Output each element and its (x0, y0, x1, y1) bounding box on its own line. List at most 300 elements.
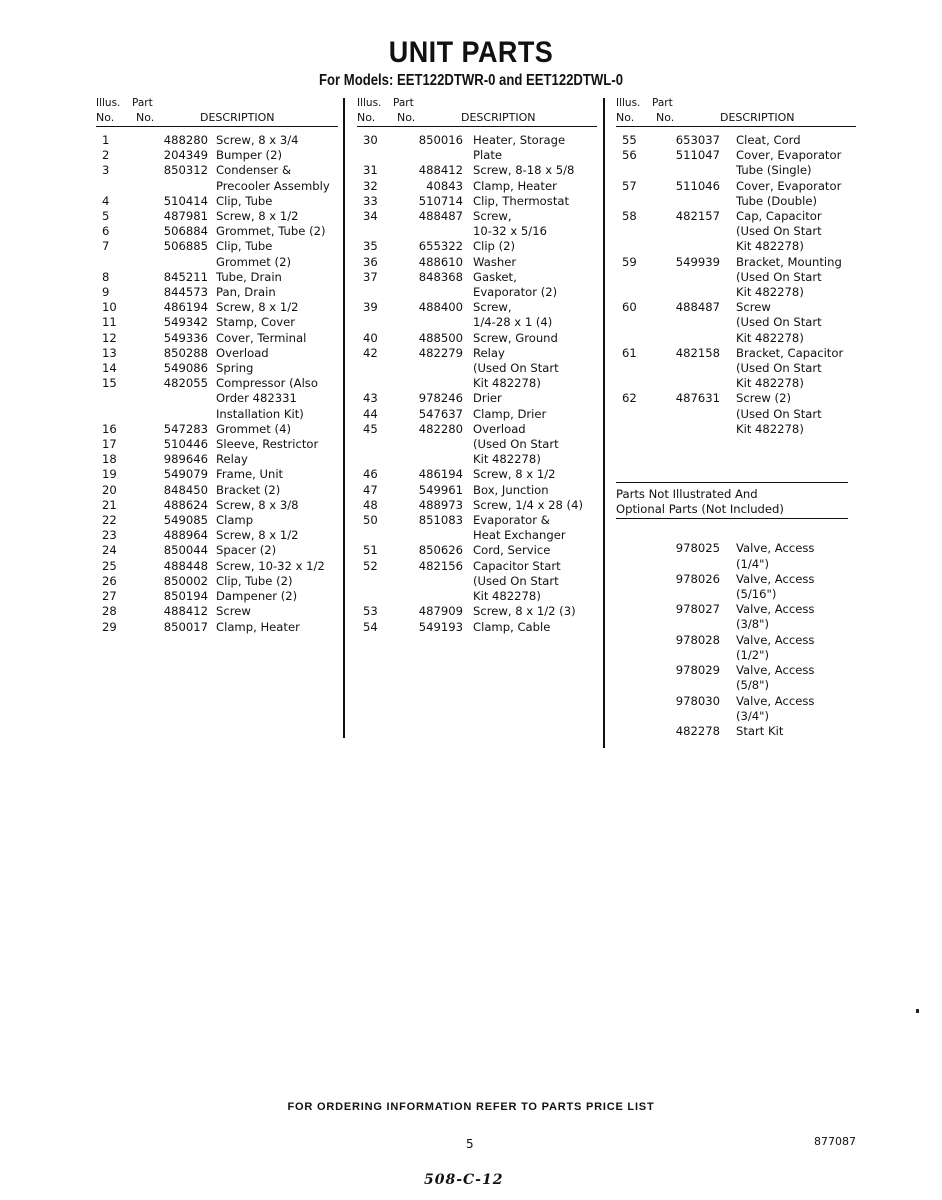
part-number: 510414 (163, 193, 208, 208)
description-line: (Used On Start (736, 361, 822, 376)
illus-number: 45 (363, 421, 378, 436)
part-description (216, 361, 338, 376)
part-number: 850002 (163, 573, 208, 588)
illus-number: 44 (363, 406, 378, 421)
description-line: Screw, 8 x 1/2 (216, 300, 299, 315)
handwritten-note: 508-C-12 (424, 1172, 504, 1188)
illus-number: 21 (102, 497, 117, 512)
part-description (216, 239, 338, 269)
part-number: 850017 (163, 619, 208, 634)
illus-number: 53 (363, 604, 378, 619)
part-description (216, 346, 338, 361)
part-number: 482279 (418, 345, 463, 360)
not-illustrated-heading-2: Optional Parts (Not Included) (616, 502, 848, 519)
part-number: 488400 (418, 300, 463, 315)
column-divider-right (603, 98, 605, 748)
part-description (216, 133, 338, 148)
description-line: 10-32 x 5/16 (473, 224, 547, 239)
part-number: 482278 (675, 723, 720, 738)
part-description (473, 391, 597, 406)
parts-row (357, 620, 597, 635)
not-illustrated-heading: Parts Not Illustrated And (616, 487, 758, 502)
part-description (216, 528, 338, 543)
illus-number: 26 (102, 573, 117, 588)
ordering-note: FOR ORDERING INFORMATION REFER TO PARTS PRICE LIST (287, 1101, 655, 1113)
part-number: 845211 (163, 269, 208, 284)
header-part-label: Part (132, 97, 153, 109)
parts-row (357, 300, 597, 330)
illus-number: 27 (102, 589, 117, 604)
header-part-no: No. (656, 111, 675, 124)
illus-number: 10 (102, 300, 117, 315)
parts-row (96, 574, 338, 589)
parts-row (616, 724, 848, 739)
part-description (216, 559, 338, 574)
part-description (736, 541, 848, 571)
illus-number: 43 (363, 391, 378, 406)
part-number: 978027 (675, 602, 720, 617)
description-line: Cover, Evaporator (736, 148, 842, 163)
illus-number: 2 (102, 148, 110, 163)
part-description (216, 148, 338, 163)
part-description (736, 255, 856, 301)
parts-row (96, 467, 338, 482)
illus-number: 48 (363, 497, 378, 512)
illus-number: 61 (622, 345, 637, 360)
parts-row (616, 572, 848, 602)
part-description (473, 559, 597, 605)
part-number: 482157 (675, 209, 720, 224)
illus-number: 14 (102, 361, 117, 376)
header-illus-no: No. (616, 111, 635, 124)
illus-number: 8 (102, 269, 110, 284)
parts-row (96, 133, 338, 148)
part-description (736, 346, 856, 392)
description-line: Clamp, Drier (473, 406, 547, 421)
parts-row (96, 331, 338, 346)
illus-number: 60 (622, 300, 637, 315)
not-illustrated-section (616, 482, 848, 739)
header-part-label: Part (652, 97, 673, 109)
part-description (216, 285, 338, 300)
part-number: 482280 (418, 421, 463, 436)
parts-row (357, 179, 597, 194)
illus-number: 58 (622, 209, 637, 224)
part-number: 978030 (675, 693, 720, 708)
part-number: 850194 (163, 589, 208, 604)
column-divider-left (343, 98, 345, 738)
illus-number: 40 (363, 330, 378, 345)
part-description (216, 163, 338, 193)
description-line: (Used On Start (473, 573, 559, 588)
part-description (473, 239, 597, 254)
part-description (736, 179, 856, 209)
part-number: 482156 (418, 558, 463, 573)
parts-row (616, 391, 856, 437)
parts-column-3 (616, 96, 856, 739)
description-line: Clip, Tube (2) (216, 573, 293, 588)
parts-row (96, 513, 338, 528)
part-number: 978025 (675, 541, 720, 556)
part-number: 978026 (675, 571, 720, 586)
parts-row (96, 604, 338, 619)
part-number: 486194 (163, 300, 208, 315)
parts-row (357, 239, 597, 254)
part-number: 850044 (163, 543, 208, 558)
header-illus-label: Illus. (357, 97, 382, 109)
part-number: 488964 (163, 528, 208, 543)
part-description (473, 346, 597, 392)
part-number: 851083 (418, 513, 463, 528)
illus-number: 3 (102, 163, 110, 178)
illus-number: 62 (622, 391, 637, 406)
illus-number: 19 (102, 467, 117, 482)
column-header (357, 96, 597, 127)
parts-row (96, 543, 338, 558)
part-number: 653037 (675, 133, 720, 147)
description-line: Clamp, Cable (473, 619, 551, 634)
description-line: Evaporator (2) (473, 285, 558, 300)
description-line: (Used On Start (736, 315, 822, 330)
parts-row (616, 255, 856, 301)
part-number: 978246 (418, 391, 463, 406)
parts-row (96, 452, 338, 467)
description-line: Screw, 8-18 x 5/8 (473, 163, 575, 178)
description-line: Kit 482278) (736, 421, 804, 436)
illus-number: 31 (363, 163, 378, 178)
description-line: (Used On Start (473, 361, 559, 376)
part-number: 549085 (163, 513, 208, 528)
part-number: 488487 (418, 209, 463, 224)
part-description (473, 422, 597, 468)
models-subtitle: For Models: EET122DTWR-0 and EET122DTWL-0 (319, 72, 623, 89)
description-line: Clip (2) (473, 239, 516, 254)
parts-row (616, 179, 856, 209)
part-description (473, 604, 597, 619)
part-description (736, 724, 848, 739)
parts-row (96, 559, 338, 574)
parts-row (357, 255, 597, 270)
parts-row (616, 602, 848, 632)
part-number: 549939 (675, 254, 720, 269)
description-line: Order 482331 (216, 391, 297, 406)
description-line: Spacer (2) (216, 543, 277, 558)
part-number: 549342 (163, 315, 208, 330)
description-line: Screw, 8 x 1/2 (473, 467, 556, 482)
description-line: (3/4") (736, 708, 770, 723)
column-header (96, 96, 338, 127)
description-line: (1/4") (736, 556, 770, 571)
part-description (736, 148, 856, 178)
illus-number: 47 (363, 482, 378, 497)
description-line: Valve, Access (736, 663, 815, 678)
parts-row (357, 559, 597, 605)
description-line: Bracket (2) (216, 482, 281, 497)
parts-row (96, 620, 338, 635)
part-number: 850016 (418, 133, 463, 147)
description-line: Screw (736, 300, 771, 315)
description-line: Screw (216, 604, 251, 619)
parts-row (357, 498, 597, 513)
parts-row (616, 541, 848, 571)
description-line: Valve, Access (736, 602, 815, 617)
description-line: Gasket, (473, 269, 517, 284)
part-description (216, 543, 338, 558)
page-title: UNIT PARTS (388, 36, 554, 69)
illus-number: 12 (102, 330, 117, 345)
part-description (216, 331, 338, 346)
part-description (736, 694, 848, 724)
description-line: Condenser & (216, 163, 292, 178)
part-description (216, 483, 338, 498)
part-description (216, 604, 338, 619)
illus-number: 32 (363, 178, 378, 193)
description-line: Screw, Ground (473, 330, 558, 345)
parts-row (357, 331, 597, 346)
header-illus-no: No. (96, 111, 115, 124)
part-number: 482055 (163, 376, 208, 391)
part-number: 655322 (418, 239, 463, 254)
description-line: Valve, Access (736, 693, 815, 708)
page-number: 5 (466, 1137, 474, 1151)
parts-row (96, 589, 338, 604)
description-line: Drier (473, 391, 502, 406)
description-line: Cover, Terminal (216, 330, 307, 345)
part-description (736, 663, 848, 693)
parts-row (96, 422, 338, 437)
parts-row (357, 391, 597, 406)
part-number: 488500 (418, 330, 463, 345)
description-line: Screw, 8 x 1/2 (3) (473, 604, 576, 619)
description-line: Clamp, Heater (473, 178, 557, 193)
description-line: Box, Junction (473, 482, 549, 497)
description-line: Dampener (2) (216, 589, 298, 604)
parts-row (357, 163, 597, 178)
illus-number: 50 (363, 513, 378, 528)
part-description (473, 467, 597, 482)
parts-row (357, 270, 597, 300)
part-number: 848368 (418, 269, 463, 284)
parts-row (96, 376, 338, 422)
description-line: Screw, 1/4 x 28 (4) (473, 497, 583, 512)
parts-row (616, 346, 856, 392)
part-description (473, 300, 597, 330)
description-line: Pan, Drain (216, 285, 276, 300)
description-line: Kit 482278) (473, 376, 541, 391)
part-number: 549079 (163, 467, 208, 482)
parts-row (357, 513, 597, 543)
illus-number: 36 (363, 254, 378, 269)
parts-row (357, 604, 597, 619)
description-line: Screw, 10-32 x 1/2 (216, 558, 325, 573)
parts-row (616, 133, 856, 148)
description-line: Plate (473, 148, 502, 163)
parts-row (357, 483, 597, 498)
part-number: 549961 (418, 482, 463, 497)
description-line: Relay (473, 345, 505, 360)
illus-number: 25 (102, 558, 117, 573)
description-line: Overload (216, 345, 269, 360)
description-line: Tube (Single) (736, 163, 812, 178)
part-description (473, 620, 597, 635)
part-number: 486194 (418, 467, 463, 482)
part-description (473, 163, 597, 178)
description-line: Bumper (2) (216, 148, 282, 163)
part-number: 487631 (675, 391, 720, 406)
description-line: Valve, Access (736, 632, 815, 647)
part-number: 549193 (418, 619, 463, 634)
description-line: Relay (216, 452, 248, 467)
part-number: 549086 (163, 361, 208, 376)
part-description (473, 483, 597, 498)
part-number: 488973 (418, 497, 463, 512)
part-description (473, 407, 597, 422)
parts-row (616, 663, 848, 693)
description-line: Grommet, Tube (2) (216, 224, 326, 239)
part-description (473, 498, 597, 513)
illus-number: 55 (622, 133, 637, 147)
part-number: 506885 (163, 239, 208, 254)
parts-row (357, 133, 597, 163)
illus-number: 7 (102, 239, 110, 254)
part-description (473, 513, 597, 543)
description-line: Clip, Thermostat (473, 193, 570, 208)
part-number: 547637 (418, 406, 463, 421)
parts-row (96, 315, 338, 330)
header-illus-label: Illus. (96, 97, 121, 109)
part-number: 40843 (426, 178, 463, 193)
parts-row (96, 483, 338, 498)
parts-row (96, 285, 338, 300)
part-number: 989646 (163, 452, 208, 467)
part-description (736, 602, 848, 632)
description-line: Valve, Access (736, 541, 815, 556)
illus-number: 46 (363, 467, 378, 482)
illus-number: 23 (102, 528, 117, 543)
parts-column-1 (96, 96, 338, 635)
header-part-label: Part (393, 97, 414, 109)
part-number: 488412 (418, 163, 463, 178)
description-line: (5/8") (736, 678, 770, 693)
illus-number: 56 (622, 148, 637, 163)
parts-row (616, 300, 856, 346)
part-number: 510714 (418, 193, 463, 208)
part-description (736, 572, 848, 602)
illus-number: 39 (363, 300, 378, 315)
part-number: 487981 (163, 209, 208, 224)
description-line: Frame, Unit (216, 467, 284, 482)
illus-number: 59 (622, 254, 637, 269)
description-line: Screw (2) (736, 391, 791, 406)
parts-row (96, 437, 338, 452)
part-number: 488487 (675, 300, 720, 315)
illus-number: 11 (102, 315, 117, 330)
description-line: Washer (473, 254, 517, 269)
illus-number: 13 (102, 345, 117, 360)
description-line: Screw, 8 x 3/4 (216, 133, 299, 147)
column-header (616, 96, 856, 127)
part-number: 848450 (163, 482, 208, 497)
description-line: Screw, (473, 209, 512, 224)
part-number: 488624 (163, 497, 208, 512)
part-number: 488280 (163, 133, 208, 147)
description-line: Grommet (2) (216, 254, 291, 269)
part-description (216, 437, 338, 452)
part-description (473, 209, 597, 239)
description-line: Kit 482278) (736, 330, 804, 345)
description-line: Cord, Service (473, 543, 551, 558)
parts-row (96, 300, 338, 315)
part-description (473, 255, 597, 270)
part-description (216, 194, 338, 209)
part-number: 978029 (675, 663, 720, 678)
document-number: 877087 (814, 1135, 856, 1148)
description-line: Bracket, Mounting (736, 254, 842, 269)
illus-number: 33 (363, 193, 378, 208)
part-description (216, 574, 338, 589)
description-line: (3/8") (736, 617, 770, 632)
part-description (473, 179, 597, 194)
part-number: 510446 (163, 437, 208, 452)
description-line: Kit 482278) (473, 452, 541, 467)
description-line: Heat Exchanger (473, 528, 566, 543)
part-description (216, 270, 338, 285)
part-number: 547283 (163, 421, 208, 436)
illus-number: 9 (102, 285, 110, 300)
illus-number: 54 (363, 619, 378, 634)
description-line: Clamp, Heater (216, 619, 300, 634)
description-line: Cap, Capacitor (736, 209, 822, 224)
part-description (473, 270, 597, 300)
part-number: 511047 (675, 148, 720, 163)
description-line: Stamp, Cover (216, 315, 295, 330)
header-illus-no: No. (357, 111, 376, 124)
description-line: Start Kit (736, 723, 784, 738)
parts-row (357, 407, 597, 422)
part-description (216, 224, 338, 239)
description-line: Cleat, Cord (736, 133, 801, 147)
description-line: Cover, Evaporator (736, 178, 842, 193)
illus-number: 16 (102, 421, 117, 436)
parts-row (616, 694, 848, 724)
parts-row (96, 239, 338, 269)
parts-row (616, 148, 856, 178)
illus-number: 42 (363, 345, 378, 360)
parts-row (96, 498, 338, 513)
description-line: (1/2") (736, 647, 770, 662)
part-description (473, 194, 597, 209)
parts-row (616, 209, 856, 255)
description-line: Overload (473, 421, 526, 436)
part-number: 488610 (418, 254, 463, 269)
illus-number: 20 (102, 482, 117, 497)
parts-row (96, 194, 338, 209)
part-description (216, 209, 338, 224)
description-line: Clip, Tube (216, 239, 273, 254)
description-line: Precooler Assembly (216, 178, 330, 193)
parts-row (96, 270, 338, 285)
optional-parts-list (616, 541, 848, 739)
description-line: Compressor (Also (216, 376, 318, 391)
parts-column-2 (357, 96, 597, 635)
part-description (736, 300, 856, 346)
part-number: 978028 (675, 632, 720, 647)
part-number: 488412 (163, 604, 208, 619)
parts-row (357, 422, 597, 468)
description-line: 1/4-28 x 1 (4) (473, 315, 553, 330)
parts-row (96, 209, 338, 224)
part-number: 850312 (163, 163, 208, 178)
